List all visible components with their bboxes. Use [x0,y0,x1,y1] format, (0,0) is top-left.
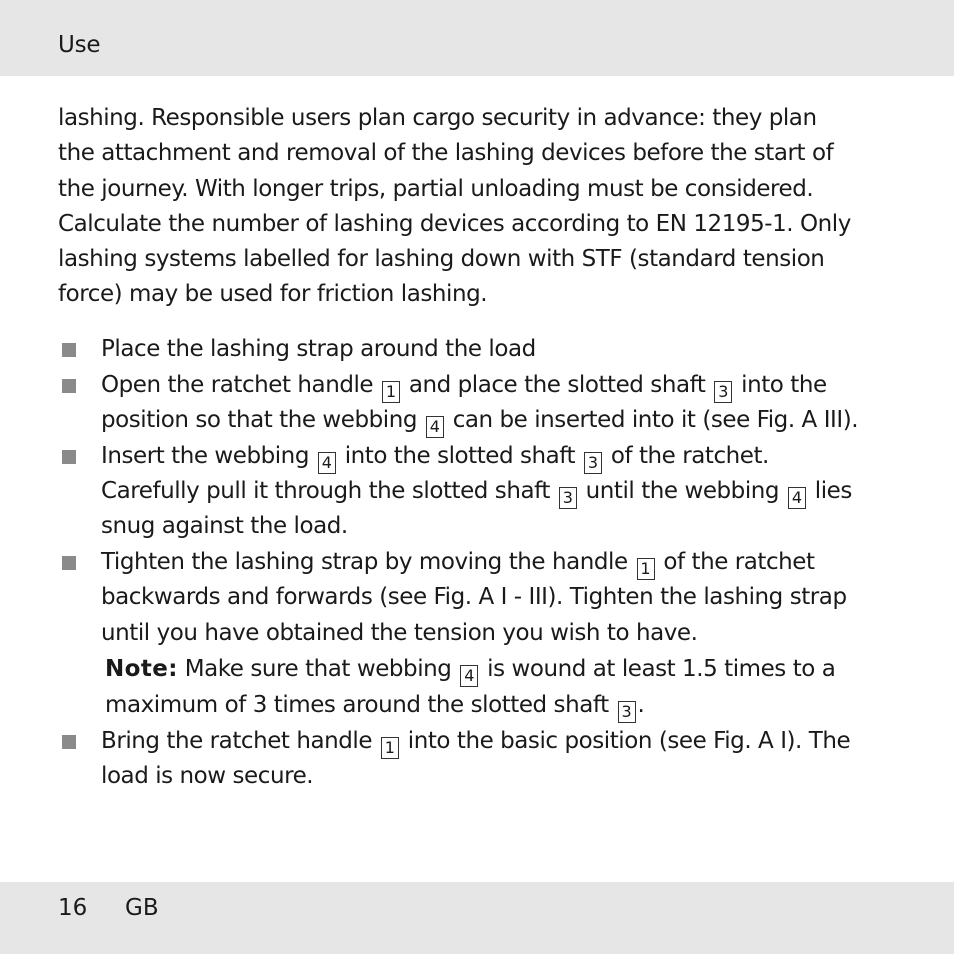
instruction-item [58,545,918,723]
text-line: position so that the webbing 4 can be inserted into it (see Fig. A III). [101,406,859,436]
text-line: the attachment and removal of the lashing devices before the start of [58,140,834,167]
instruction-item [58,332,918,367]
header-bar [0,0,954,76]
part-reference: 1 [637,558,655,580]
square-bullet-icon [62,556,76,570]
part-reference: 4 [426,416,444,438]
intro-paragraph [58,101,918,313]
text-line: lashing. Responsible users plan cargo security in advance: they plan [58,105,817,131]
language-code: GB [125,895,159,921]
instruction-item [58,724,918,795]
text-line: snug against the load. [101,513,348,540]
main-content [58,101,918,794]
text-line: until you have obtained the tension you wish to have. [101,619,698,646]
text-line: Open the ratchet handle 1 and place the slotted shaft 3 into the [101,371,827,401]
square-bullet-icon [62,343,76,357]
text-line: backwards and forwards (see Fig. A I - III). Tighten the lashing strap [101,584,847,611]
text-line: Carefully pull it through the slotted shaft 3 until the webbing 4 lies [101,477,852,507]
section-title: Use [58,32,101,58]
text-line: Place the lashing strap around the load [101,335,536,362]
text-line: Bring the ratchet handle 1 into the basic position (see Fig. A I). The [101,727,851,757]
part-reference: 3 [618,701,636,723]
part-reference: 4 [318,452,336,474]
instruction-item [58,368,918,439]
text-line: the journey. With longer trips, partial unloading must be considered. [58,175,814,202]
text-line: load is now secure. [101,762,314,789]
square-bullet-icon [62,450,76,464]
note-block [101,652,918,723]
text-line: force) may be used for friction lashing. [58,281,488,308]
part-reference: 3 [559,487,577,509]
instruction-list [58,332,918,794]
part-reference: 1 [382,381,400,403]
part-reference: 3 [714,381,732,403]
part-reference: 4 [788,487,806,509]
text-line: Insert the webbing 4 into the slotted shaft 3 of the ratchet. [101,442,769,472]
square-bullet-icon [62,735,76,749]
text-line: maximum of 3 times around the slotted shaft 3 . [105,691,645,721]
part-reference: 3 [584,452,602,474]
square-bullet-icon [62,379,76,393]
text-line: Tighten the lashing strap by moving the handle 1 of the ratchet [101,549,815,579]
part-reference: 4 [460,665,478,687]
part-reference: 1 [381,737,399,759]
instruction-item [58,439,918,545]
text-line: Note: Make sure that webbing 4 is wound at least 1.5 times to a [105,656,836,686]
note-label: Note: [105,656,178,683]
text-line: lashing systems labelled for lashing down with STF (standard tension [58,246,825,273]
page-number: 16 [58,895,88,921]
text-line: Calculate the number of lashing devices according to EN 12195-1. Only [58,210,851,237]
